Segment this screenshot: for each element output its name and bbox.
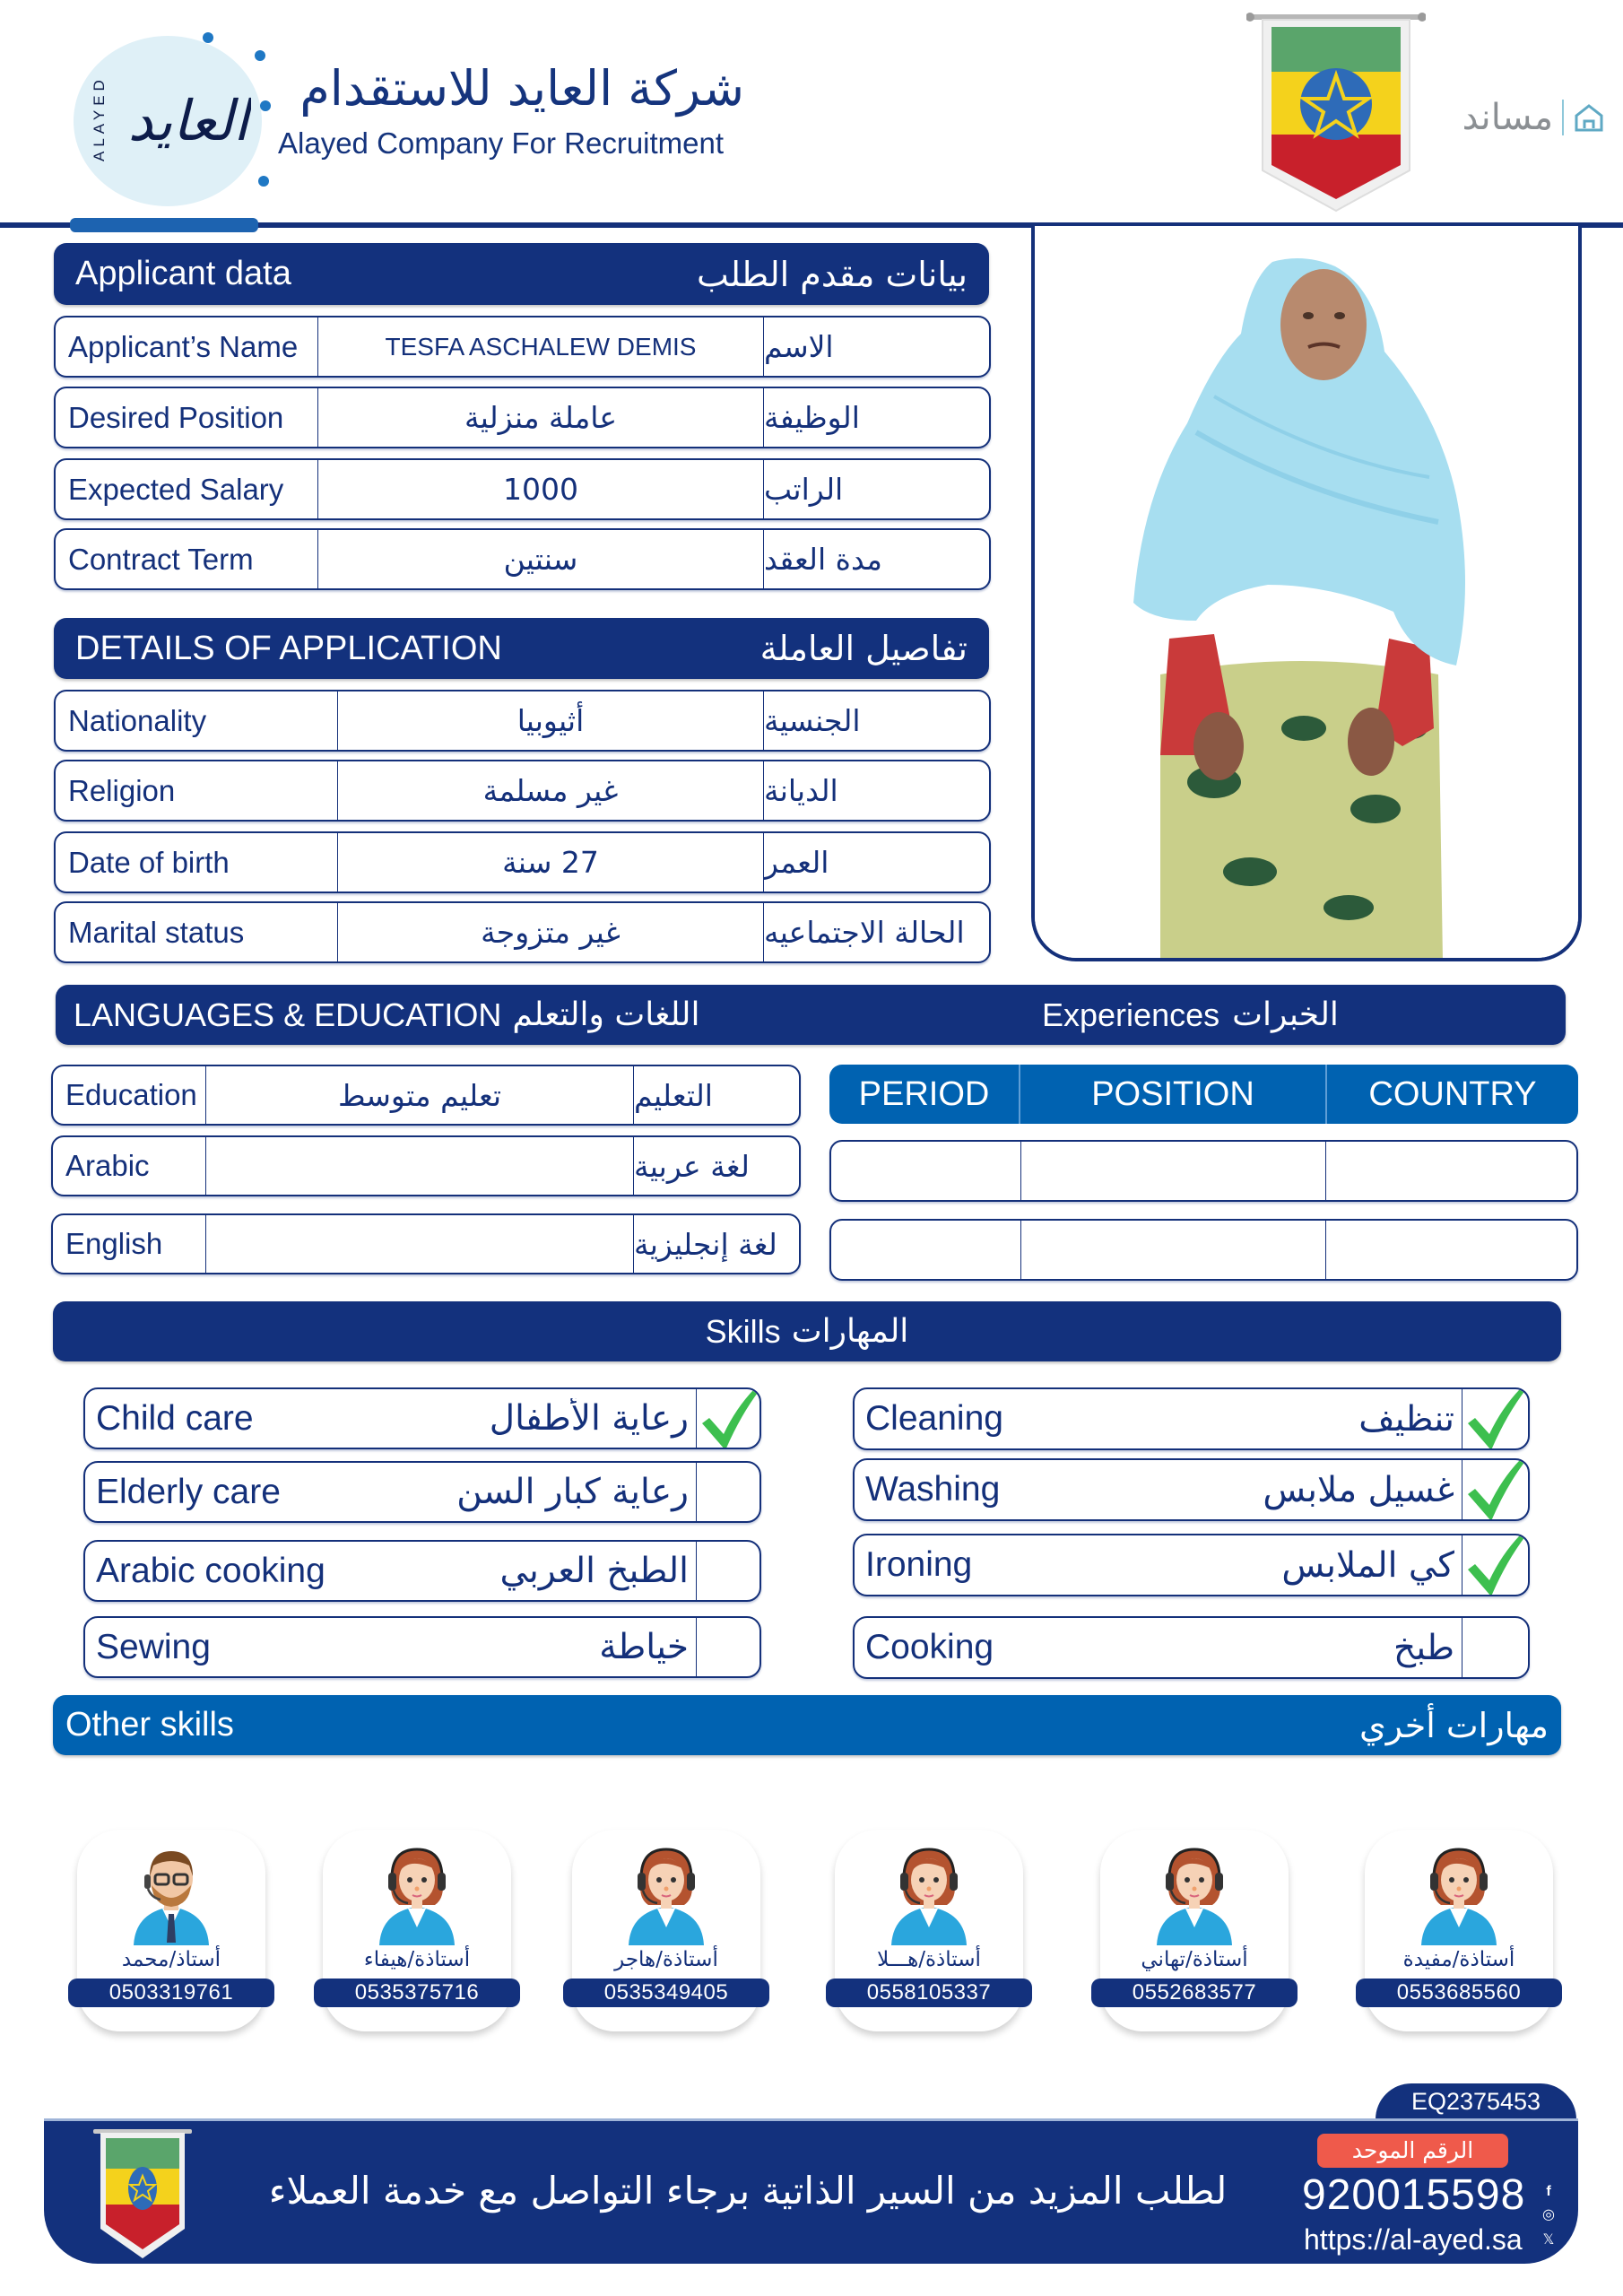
contact-card bbox=[77, 1830, 265, 2031]
unified-number-label: الرقم الموحد bbox=[1317, 2134, 1508, 2168]
contact-name: أستاذة/هيفاء bbox=[363, 1948, 471, 1971]
skill-label-ar: الطبخ العربي bbox=[499, 1551, 689, 1591]
details-label-en: Date of birth bbox=[68, 845, 230, 879]
skill-checkbox[interactable] bbox=[1462, 1535, 1528, 1595]
female-agent-avatar-icon bbox=[621, 1842, 711, 1945]
details-row bbox=[54, 690, 991, 752]
column-country: COUNTRY bbox=[1368, 1074, 1537, 1113]
skill-item bbox=[853, 1458, 1530, 1521]
language-label-en: English bbox=[65, 1227, 163, 1260]
contact-card bbox=[1100, 1830, 1289, 2031]
skill-checkbox[interactable] bbox=[1462, 1460, 1528, 1519]
contact-card bbox=[1365, 1830, 1553, 2031]
language-value bbox=[205, 1137, 634, 1195]
contact-name: أستاذة/تهاني bbox=[1141, 1948, 1248, 1971]
language-row bbox=[51, 1065, 801, 1126]
applicant-row bbox=[54, 458, 991, 520]
details-value: غير متزوجة bbox=[337, 903, 764, 961]
skill-label-ar: خياطة bbox=[599, 1627, 689, 1667]
experience-cell bbox=[831, 1221, 1021, 1279]
skill-checkbox[interactable] bbox=[1462, 1389, 1528, 1448]
languages-title-ar: اللغات والتعلم bbox=[512, 996, 700, 1033]
applicant-label-en: Applicant’s Name bbox=[68, 329, 299, 363]
language-label-ar: لغة عربية bbox=[634, 1148, 750, 1184]
applicant-photo-illustration bbox=[1035, 226, 1582, 961]
contact-phone[interactable]: 0535375716 bbox=[314, 1979, 520, 2007]
applicant-label-ar: الراتب bbox=[764, 472, 844, 507]
contact-phone[interactable]: 0503319761 bbox=[68, 1979, 274, 2007]
column-period: PERIOD bbox=[829, 1065, 1020, 1124]
applicant-value: سنتين bbox=[317, 530, 764, 588]
experience-row bbox=[829, 1219, 1578, 1281]
skill-label-ar: طبخ bbox=[1393, 1627, 1454, 1668]
skill-label-en: Ironing bbox=[865, 1545, 973, 1584]
instagram-icon[interactable]: ◎ bbox=[1542, 2207, 1555, 2222]
contact-phone[interactable]: 0552683577 bbox=[1091, 1979, 1298, 2007]
musaned-logo bbox=[1426, 97, 1605, 138]
applicant-photo bbox=[1031, 226, 1582, 961]
contact-phone[interactable]: 0553685560 bbox=[1356, 1979, 1562, 2007]
skill-label-en: Washing bbox=[865, 1470, 1001, 1509]
language-row bbox=[51, 1213, 801, 1274]
applicant-label-en: Expected Salary bbox=[68, 472, 284, 506]
column-position: POSITION bbox=[1020, 1065, 1327, 1124]
header-accent bbox=[70, 218, 258, 232]
skill-label-ar: غسيل ملابس bbox=[1263, 1469, 1454, 1510]
experience-cell bbox=[1326, 1221, 1576, 1279]
skills-header bbox=[53, 1301, 1561, 1361]
details-label-ar: العمر bbox=[764, 845, 829, 880]
skill-item bbox=[83, 1540, 761, 1602]
musaned-separator bbox=[1562, 100, 1564, 135]
footer-banner bbox=[44, 2118, 1578, 2264]
skill-item bbox=[83, 1461, 761, 1523]
languages-title-en: LANGUAGES & EDUCATION bbox=[74, 996, 502, 1033]
footer-message: لطلب المزيد من السير الذاتية برجاء التواصل مع خدمة العملاء bbox=[268, 2169, 1228, 2213]
languages-experiences-header bbox=[56, 985, 1566, 1045]
details-value: غير مسلمة bbox=[337, 761, 764, 820]
checkmark-icon bbox=[1462, 1534, 1530, 1596]
other-skills-title-ar: مهارات أخري bbox=[1359, 1705, 1549, 1745]
skill-item bbox=[853, 1387, 1530, 1450]
language-value: تعليم متوسط bbox=[205, 1066, 634, 1124]
applicant-value: TESFA ASCHALEW DEMIS bbox=[317, 317, 764, 376]
skill-item bbox=[83, 1616, 761, 1678]
applicant-label-ar: مدة العقد bbox=[764, 542, 882, 577]
details-label-en: Marital status bbox=[68, 915, 245, 949]
skills-title-ar: المهارات bbox=[791, 1313, 909, 1350]
contact-card bbox=[572, 1830, 760, 2031]
skill-label-en: Sewing bbox=[96, 1627, 211, 1666]
contact-card bbox=[835, 1830, 1023, 2031]
applicant-value: عاملة منزلية bbox=[317, 388, 764, 447]
details-header bbox=[54, 618, 989, 679]
language-row bbox=[51, 1135, 801, 1196]
other-skills-title-en: Other skills bbox=[65, 1706, 234, 1744]
experiences-table-header bbox=[829, 1065, 1578, 1124]
musaned-house-icon bbox=[1573, 101, 1605, 134]
language-label-ar: لغة إنجليزية bbox=[634, 1226, 777, 1262]
website-link[interactable]: https://al-ayed.sa bbox=[1304, 2223, 1523, 2256]
checkmark-icon bbox=[1462, 1458, 1530, 1521]
contact-name: أستاذ/محمد bbox=[121, 1948, 221, 1971]
applicant-row bbox=[54, 316, 991, 378]
contact-name: أستاذة/هـــلا bbox=[877, 1948, 981, 1971]
skill-label-en: Child care bbox=[96, 1398, 254, 1438]
experience-cell bbox=[1021, 1142, 1326, 1200]
experience-cell bbox=[831, 1142, 1021, 1200]
details-title-en: DETAILS OF APPLICATION bbox=[75, 629, 502, 667]
skill-label-en: Elderly care bbox=[96, 1472, 281, 1511]
skills-title-en: Skills bbox=[705, 1312, 781, 1350]
details-title-ar: تفاصيل العاملة bbox=[759, 629, 968, 668]
skill-label-en: Cooking bbox=[865, 1628, 994, 1666]
experience-cell bbox=[1326, 1142, 1576, 1200]
x-icon[interactable]: 𝕏 bbox=[1542, 2232, 1555, 2248]
details-label-ar: الحالة الاجتماعيه bbox=[764, 915, 965, 950]
ethiopia-flag-small-icon bbox=[93, 2126, 192, 2260]
applicant-label-ar: الاسم bbox=[764, 329, 834, 364]
skill-label-ar: تنظيف bbox=[1358, 1398, 1454, 1439]
logo-latin-text: ALAYED bbox=[91, 75, 108, 161]
skill-label-en: Cleaning bbox=[865, 1399, 1003, 1438]
skill-label-en: Arabic cooking bbox=[96, 1551, 325, 1590]
applicant-data-header bbox=[54, 243, 989, 305]
details-row bbox=[54, 831, 991, 893]
reference-code: EQ2375453 bbox=[1376, 2083, 1576, 2119]
skill-checkbox[interactable] bbox=[696, 1463, 759, 1521]
other-skills-header bbox=[53, 1695, 1561, 1755]
logo-arabic-mark: العايد bbox=[127, 88, 249, 153]
contact-card bbox=[323, 1830, 511, 2031]
language-label-en: Education bbox=[65, 1078, 197, 1111]
female-agent-avatar-icon bbox=[372, 1842, 462, 1945]
experience-cell bbox=[1021, 1221, 1326, 1279]
unified-number[interactable]: 920015598 bbox=[1302, 2171, 1526, 2219]
contact-phone[interactable]: 0535349405 bbox=[563, 1979, 769, 2007]
details-value: أثيوبيا bbox=[337, 691, 764, 750]
applicant-row bbox=[54, 387, 991, 448]
skill-checkbox[interactable] bbox=[696, 1542, 759, 1600]
skill-checkbox[interactable] bbox=[1462, 1618, 1528, 1677]
applicant-title-en: Applicant data bbox=[75, 255, 291, 292]
contact-phone[interactable]: 0558105337 bbox=[826, 1979, 1032, 2007]
experience-row bbox=[829, 1140, 1578, 1202]
experiences-title-slot bbox=[1042, 985, 1490, 1045]
contact-name: أستاذة/هاجر bbox=[614, 1948, 718, 1971]
checkmark-icon bbox=[1462, 1387, 1530, 1450]
skill-label-ar: كي الملابس bbox=[1281, 1544, 1454, 1586]
female-agent-avatar-icon bbox=[1150, 1842, 1239, 1945]
details-row bbox=[54, 901, 991, 963]
skill-label-ar: رعاية الأطفال bbox=[489, 1398, 689, 1439]
female-agent-avatar-icon bbox=[884, 1842, 974, 1945]
language-value bbox=[205, 1215, 634, 1273]
applicant-value: 1000 bbox=[317, 460, 764, 518]
details-label-en: Nationality bbox=[68, 703, 207, 737]
skill-checkbox[interactable] bbox=[696, 1618, 759, 1676]
applicant-row bbox=[54, 528, 991, 590]
languages-title-slot bbox=[74, 985, 809, 1045]
details-label-en: Religion bbox=[68, 773, 176, 807]
skill-checkbox[interactable] bbox=[696, 1389, 759, 1448]
skill-item bbox=[853, 1616, 1530, 1679]
checkmark-icon bbox=[697, 1387, 761, 1449]
ethiopia-flag-banner-icon bbox=[1246, 9, 1426, 215]
facebook-icon[interactable]: f bbox=[1546, 2184, 1551, 2199]
details-label-ar: الجنسية bbox=[764, 703, 861, 738]
applicant-title-ar: بيانات مقدم الطلب bbox=[697, 254, 968, 294]
musaned-text: مساند bbox=[1462, 97, 1553, 138]
language-label-ar: التعليم bbox=[634, 1077, 713, 1113]
skill-item bbox=[83, 1387, 761, 1449]
details-row bbox=[54, 760, 991, 822]
male-agent-avatar-icon bbox=[126, 1842, 216, 1945]
applicant-label-en: Contract Term bbox=[68, 542, 254, 576]
skill-label-ar: رعاية كبار السن bbox=[456, 1472, 689, 1512]
details-label-ar: الديانة bbox=[764, 773, 838, 808]
contact-name: أستاذة/مفيدة bbox=[1402, 1948, 1515, 1971]
experiences-title-ar: الخبرات bbox=[1232, 996, 1339, 1033]
language-label-en: Arabic bbox=[65, 1149, 150, 1182]
details-value: 27 سنة bbox=[337, 833, 764, 891]
applicant-label-ar: الوظيفة bbox=[764, 400, 860, 435]
experiences-title-en: Experiences bbox=[1042, 996, 1220, 1033]
company-name-en: Alayed Company For Recruitment bbox=[278, 126, 725, 160]
skill-item bbox=[853, 1534, 1530, 1596]
female-agent-avatar-icon bbox=[1414, 1842, 1504, 1945]
company-name-ar: شركة العايد للاستقدام bbox=[299, 60, 744, 117]
applicant-label-en: Desired Position bbox=[68, 400, 284, 434]
